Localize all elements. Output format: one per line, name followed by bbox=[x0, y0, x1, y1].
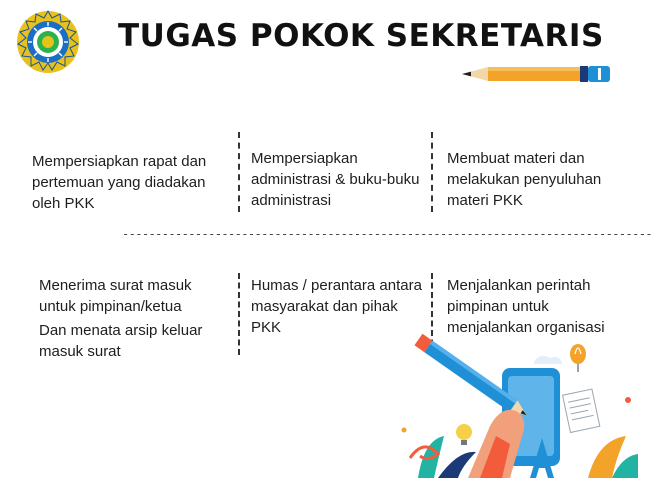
task-rapat: Mempersiapkan rapat dan pertemuan yang diadakan oleh PKK bbox=[32, 153, 207, 212]
row-divider: -------------------------------------------------------------------------------- bbox=[122, 227, 652, 241]
task-surat-masuk: Menerima surat masuk untuk pimpinan/ketua bbox=[39, 277, 192, 315]
task-humas: Humas / perantara antara masyarakat dan pihak PKK bbox=[251, 277, 422, 336]
pencil-icon bbox=[462, 63, 612, 85]
task-perintah: Menjalankan perintah pimpinan untuk menjalankan organisasi bbox=[447, 277, 605, 336]
emblem-logo bbox=[16, 10, 80, 74]
hand-with-pencil-illustration bbox=[398, 340, 638, 478]
task-administrasi: Mempersiapkan administrasi & buku-buku administrasi bbox=[251, 150, 420, 209]
column-divider bbox=[431, 132, 433, 212]
column-divider bbox=[238, 132, 240, 212]
page-title: TUGAS POKOK SEKRETARIS bbox=[118, 18, 604, 54]
task-arsip: Dan menata arsip keluar masuk surat bbox=[39, 322, 203, 360]
column-divider bbox=[238, 273, 240, 355]
task-penyuluhan: Membuat materi dan melakukan penyuluhan materi PKK bbox=[447, 150, 602, 209]
